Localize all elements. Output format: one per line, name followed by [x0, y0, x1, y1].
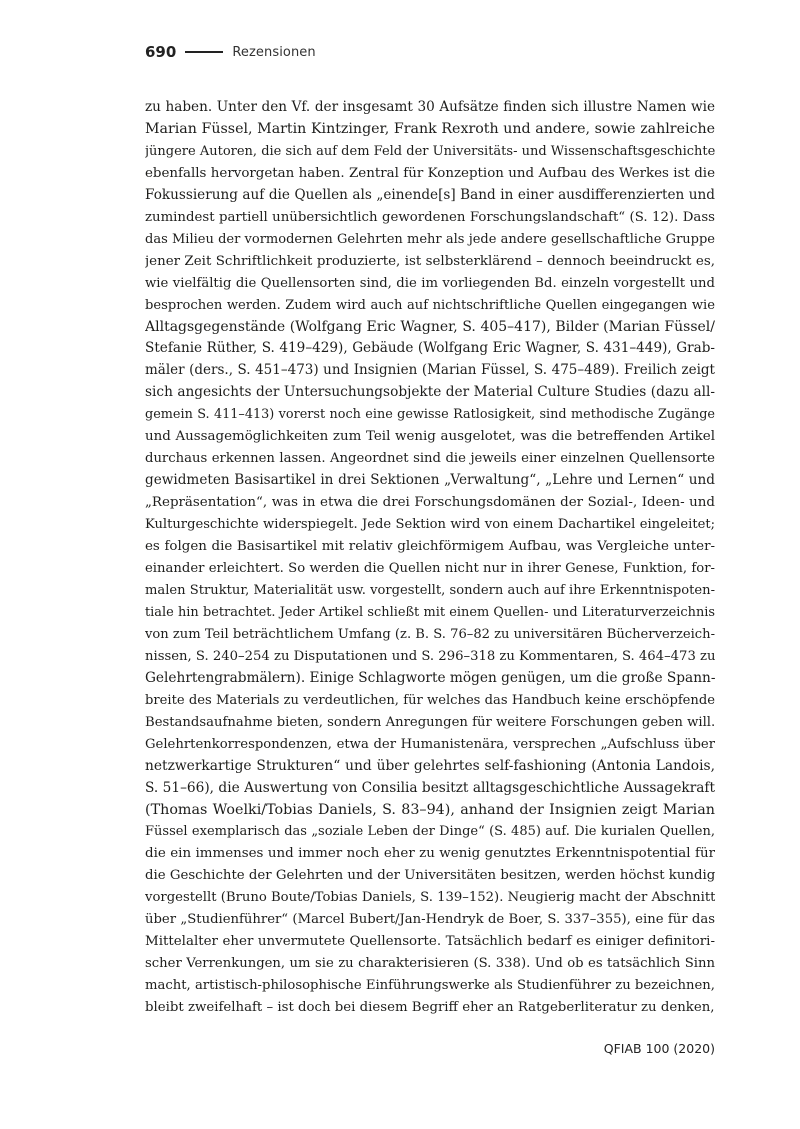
text-line: Füssel exemplarisch das „soziale Leben der Dinge“ (S. 485) auf. Die kurialen Quellen, [145, 824, 715, 840]
text-line: durchaus erkennen lassen. Angeordnet sind die jeweils einer einzelnen Quellensorte [145, 451, 715, 467]
text-line: malen Struktur, Materialität usw. vorgestellt, sondern auch auf ihre Erkenntnispoten- [145, 582, 715, 598]
text-line: besprochen werden. Zudem wird auch auf nichtschriftliche Quellen eingegangen wie [145, 297, 715, 313]
text-line: Kulturgeschichte widerspiegelt. Jede Sektion wird von einem Dachartikel eingeleitet; [145, 517, 715, 533]
text-line: scher Verrenkungen, um sie zu charakterisieren (S. 338). Und ob es tatsächlich Sinn [145, 956, 715, 972]
text-line: das Milieu der vormodernen Gelehrten mehr als jede andere gesellschaftliche Gruppe [145, 231, 715, 247]
review-body-text [145, 97, 715, 1019]
text-line: tiale hin betrachtet. Jeder Artikel schließt mit einem Quellen- und Literaturverzeichnis [145, 604, 715, 620]
text-line: gewidmeten Basisartikel in drei Sektionen „Verwaltung“, „Lehre und Lernen“ und [145, 472, 715, 489]
journal-footer: QFIAB 100 (2020) [603, 1041, 715, 1056]
text-line: Bestandsaufnahme bieten, sondern Anregungen für weitere Forschungen geben will. [145, 714, 715, 730]
text-line: sich angesichts der Untersuchungsobjekte der Material Culture Studies (dazu all- [145, 384, 715, 401]
page-number: 690 [145, 43, 177, 61]
text-line: S. 51–66), die Auswertung von Consilia besitzt alltagsgeschichtliche Aussagekraft [145, 779, 715, 796]
text-line: Gelehrtenkorrespondenzen, etwa der Humanistenära, versprechen „Aufschluss über [145, 736, 715, 752]
text-line: ebenfalls hervorgetan haben. Zentral für Konzeption und Aufbau des Werkes ist die [145, 165, 715, 181]
text-line: über „Studienführer“ (Marcel Bubert/Jan-Hendryk de Boer, S. 337–355), eine für das [145, 912, 715, 928]
text-line: die Geschichte der Gelehrten und der Universitäten besitzen, werden höchst kundig [145, 868, 715, 884]
text-line: Fokussierung auf die Quellen als „einende[s] Band in einer ausdifferenzierten und [145, 186, 715, 203]
text-line: bleibt zweifelhaft – ist doch bei diesem Begriff eher an Ratgeberliteratur zu denken, [145, 1000, 715, 1016]
text-line: Gelehrtengrabmälern). Einige Schlagworte mögen genügen, um die große Spann- [145, 669, 715, 686]
text-line: mäler (ders., S. 451–473) und Insignien (Marian Füssel, S. 475–489). Freilich zeigt [145, 362, 715, 379]
section-title: Rezensionen [232, 44, 316, 60]
text-line: (Thomas Woelki/Tobias Daniels, S. 83–94), anhand der Insignien zeigt Marian [145, 801, 715, 818]
text-line: „Repräsentation“, was in etwa die drei Forschungsdomänen der Sozial-, Ideen- und [145, 495, 715, 511]
text-line: breite des Materials zu verdeutlichen, für welches das Handbuch keine erschöpfende [145, 692, 715, 708]
text-line: gemein S. 411–413) vorerst noch eine gewisse Ratlosigkeit, sind methodische Zugänge [145, 407, 715, 423]
running-header [145, 40, 316, 64]
text-line: von zum Teil beträchtlichem Umfang (z. B. S. 76–82 zu universitären Bücherverzeich- [145, 626, 715, 642]
text-line: netzwerkartige Strukturen“ und über gelehrtes self-fashioning (Antonia Landois, [145, 757, 715, 774]
text-line: zumindest partiell unübersichtlich gewordenen Forschungslandschaft“ (S. 12). Dass [145, 209, 715, 225]
text-line: Stefanie Rüther, S. 419–429), Gebäude (Wolfgang Eric Wagner, S. 431–449), Grab- [145, 340, 715, 357]
text-line: Mittelalter eher unvermutete Quellensorte. Tatsächlich bedarf es einiger definitori- [145, 934, 715, 950]
text-line: macht, artistisch-philosophische Einführungswerke als Studienführer zu bezeichnen, [145, 978, 715, 994]
text-line: es folgen die Basisartikel mit relativ gleichförmigem Aufbau, was Vergleiche unter- [145, 539, 715, 555]
text-line: jüngere Autoren, die sich auf dem Feld der Universitäts- und Wissenschaftsgeschichte [145, 143, 715, 159]
text-line: und Aussagemöglichkeiten zum Teil wenig ausgelotet, was die betreffenden Artikel [145, 429, 715, 445]
text-line: einander erleichtert. So werden die Quellen nicht nur in ihrer Genese, Funktion, for- [145, 561, 715, 577]
text-line: Marian Füssel, Martin Kintzinger, Frank Rexroth und andere, sowie zahlreiche [145, 120, 715, 137]
text-line: jener Zeit Schriftlichkeit produzierte, ist selbsterklärend – dennoch beeindruckt es, [145, 253, 715, 269]
text-line: wie vielfältig die Quellensorten sind, die im vorliegenden Bd. einzeln vorgestellt und [145, 275, 715, 291]
text-line: zu haben. Unter den Vf. der insgesamt 30 Aufsätze finden sich illustre Namen wie [145, 99, 715, 115]
text-line: Alltagsgegenstände (Wolfgang Eric Wagner, S. 405–417), Bilder (Marian Füssel/ [145, 318, 715, 335]
text-line: vorgestellt (Bruno Boute/Tobias Daniels, S. 139–152). Neugierig macht der Abschnitt [145, 890, 715, 906]
text-line: die ein immenses und immer noch eher zu wenig genutztes Erkenntnispotential für [145, 846, 715, 862]
text-line: nissen, S. 240–254 zu Disputationen und S. 296–318 zu Kommentaren, S. 464–473 zu [145, 648, 715, 664]
header-dash [185, 51, 223, 53]
